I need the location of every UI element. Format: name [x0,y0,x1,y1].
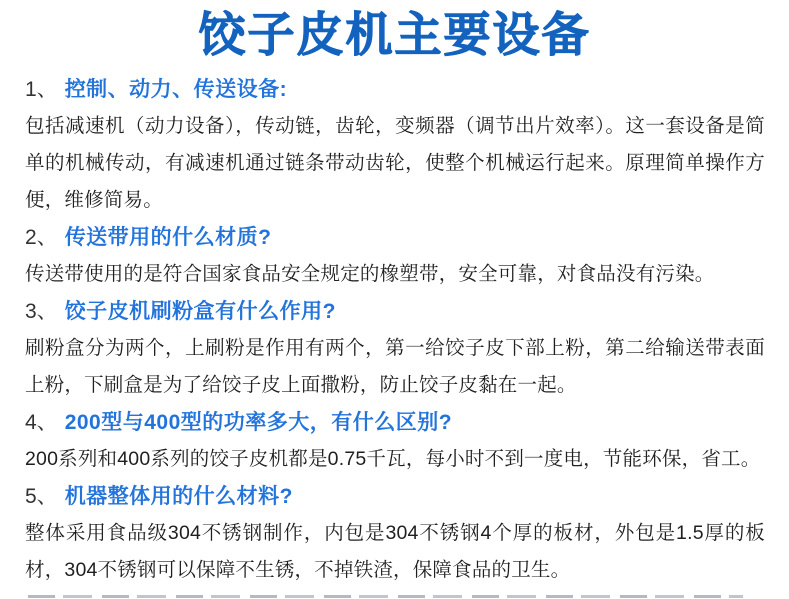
faq-answer: 包括减速机（动力设备），传动链，齿轮，变频器（调节出片效率）。这一套设备是简单的机械传动，有减速机通过链条带动齿轮，使整个机械运行起来。原理简单操作方便，维修简易。 [25,115,765,211]
faq-question [25,404,765,441]
faq-item [25,71,765,219]
faq-answer: 传送带使用的是符合国家食品安全规定的橡塑带，安全可靠，对食品没有污染。 [25,263,715,285]
faq-question-number: 2、 [25,226,58,249]
faq-item [25,404,765,478]
cropped-next-line-strip [28,595,743,598]
faq-question [25,293,765,330]
faq-question [25,478,765,515]
faq-question-text: 200型与400型的功率多大，有什么区别? [64,411,453,434]
faq-question-number: 4、 [25,411,58,434]
faq-question-text: 饺子皮机刷粉盒有什么作用? [64,300,337,323]
faq-list [0,71,789,589]
faq-question [25,71,765,108]
faq-item [25,293,765,404]
faq-item [25,219,765,293]
faq-answer: 整体采用食品级304不锈钢制作，内包是304不锈钢4个厚的板材，外包是1.5厚的板材，304不锈钢可以保障不生锈，不掉铁渣，保障食品的卫生。 [25,522,765,581]
faq-question-text: 传送带用的什么材质? [64,226,272,249]
faq-question-number: 5、 [25,485,58,508]
faq-question [25,219,765,256]
faq-answer: 200系列和400系列的饺子皮机都是0.75千瓦，每小时不到一度电，节能环保，省工。 [25,448,761,470]
faq-answer: 刷粉盒分为两个，上刷粉是作用有两个，第一给饺子皮下部上粉，第二给输送带表面上粉，下刷盒是为了给饺子皮上面撒粉，防止饺子皮黏在一起。 [25,337,765,396]
faq-question-text: 机器整体用的什么材料? [64,485,294,508]
page-title: 饺子皮机主要设备 [198,8,591,61]
faq-item [25,478,765,589]
faq-question-number: 3、 [25,300,58,323]
faq-question-text: 控制、动力、传送设备: [64,78,288,101]
faq-question-number: 1、 [25,78,58,101]
